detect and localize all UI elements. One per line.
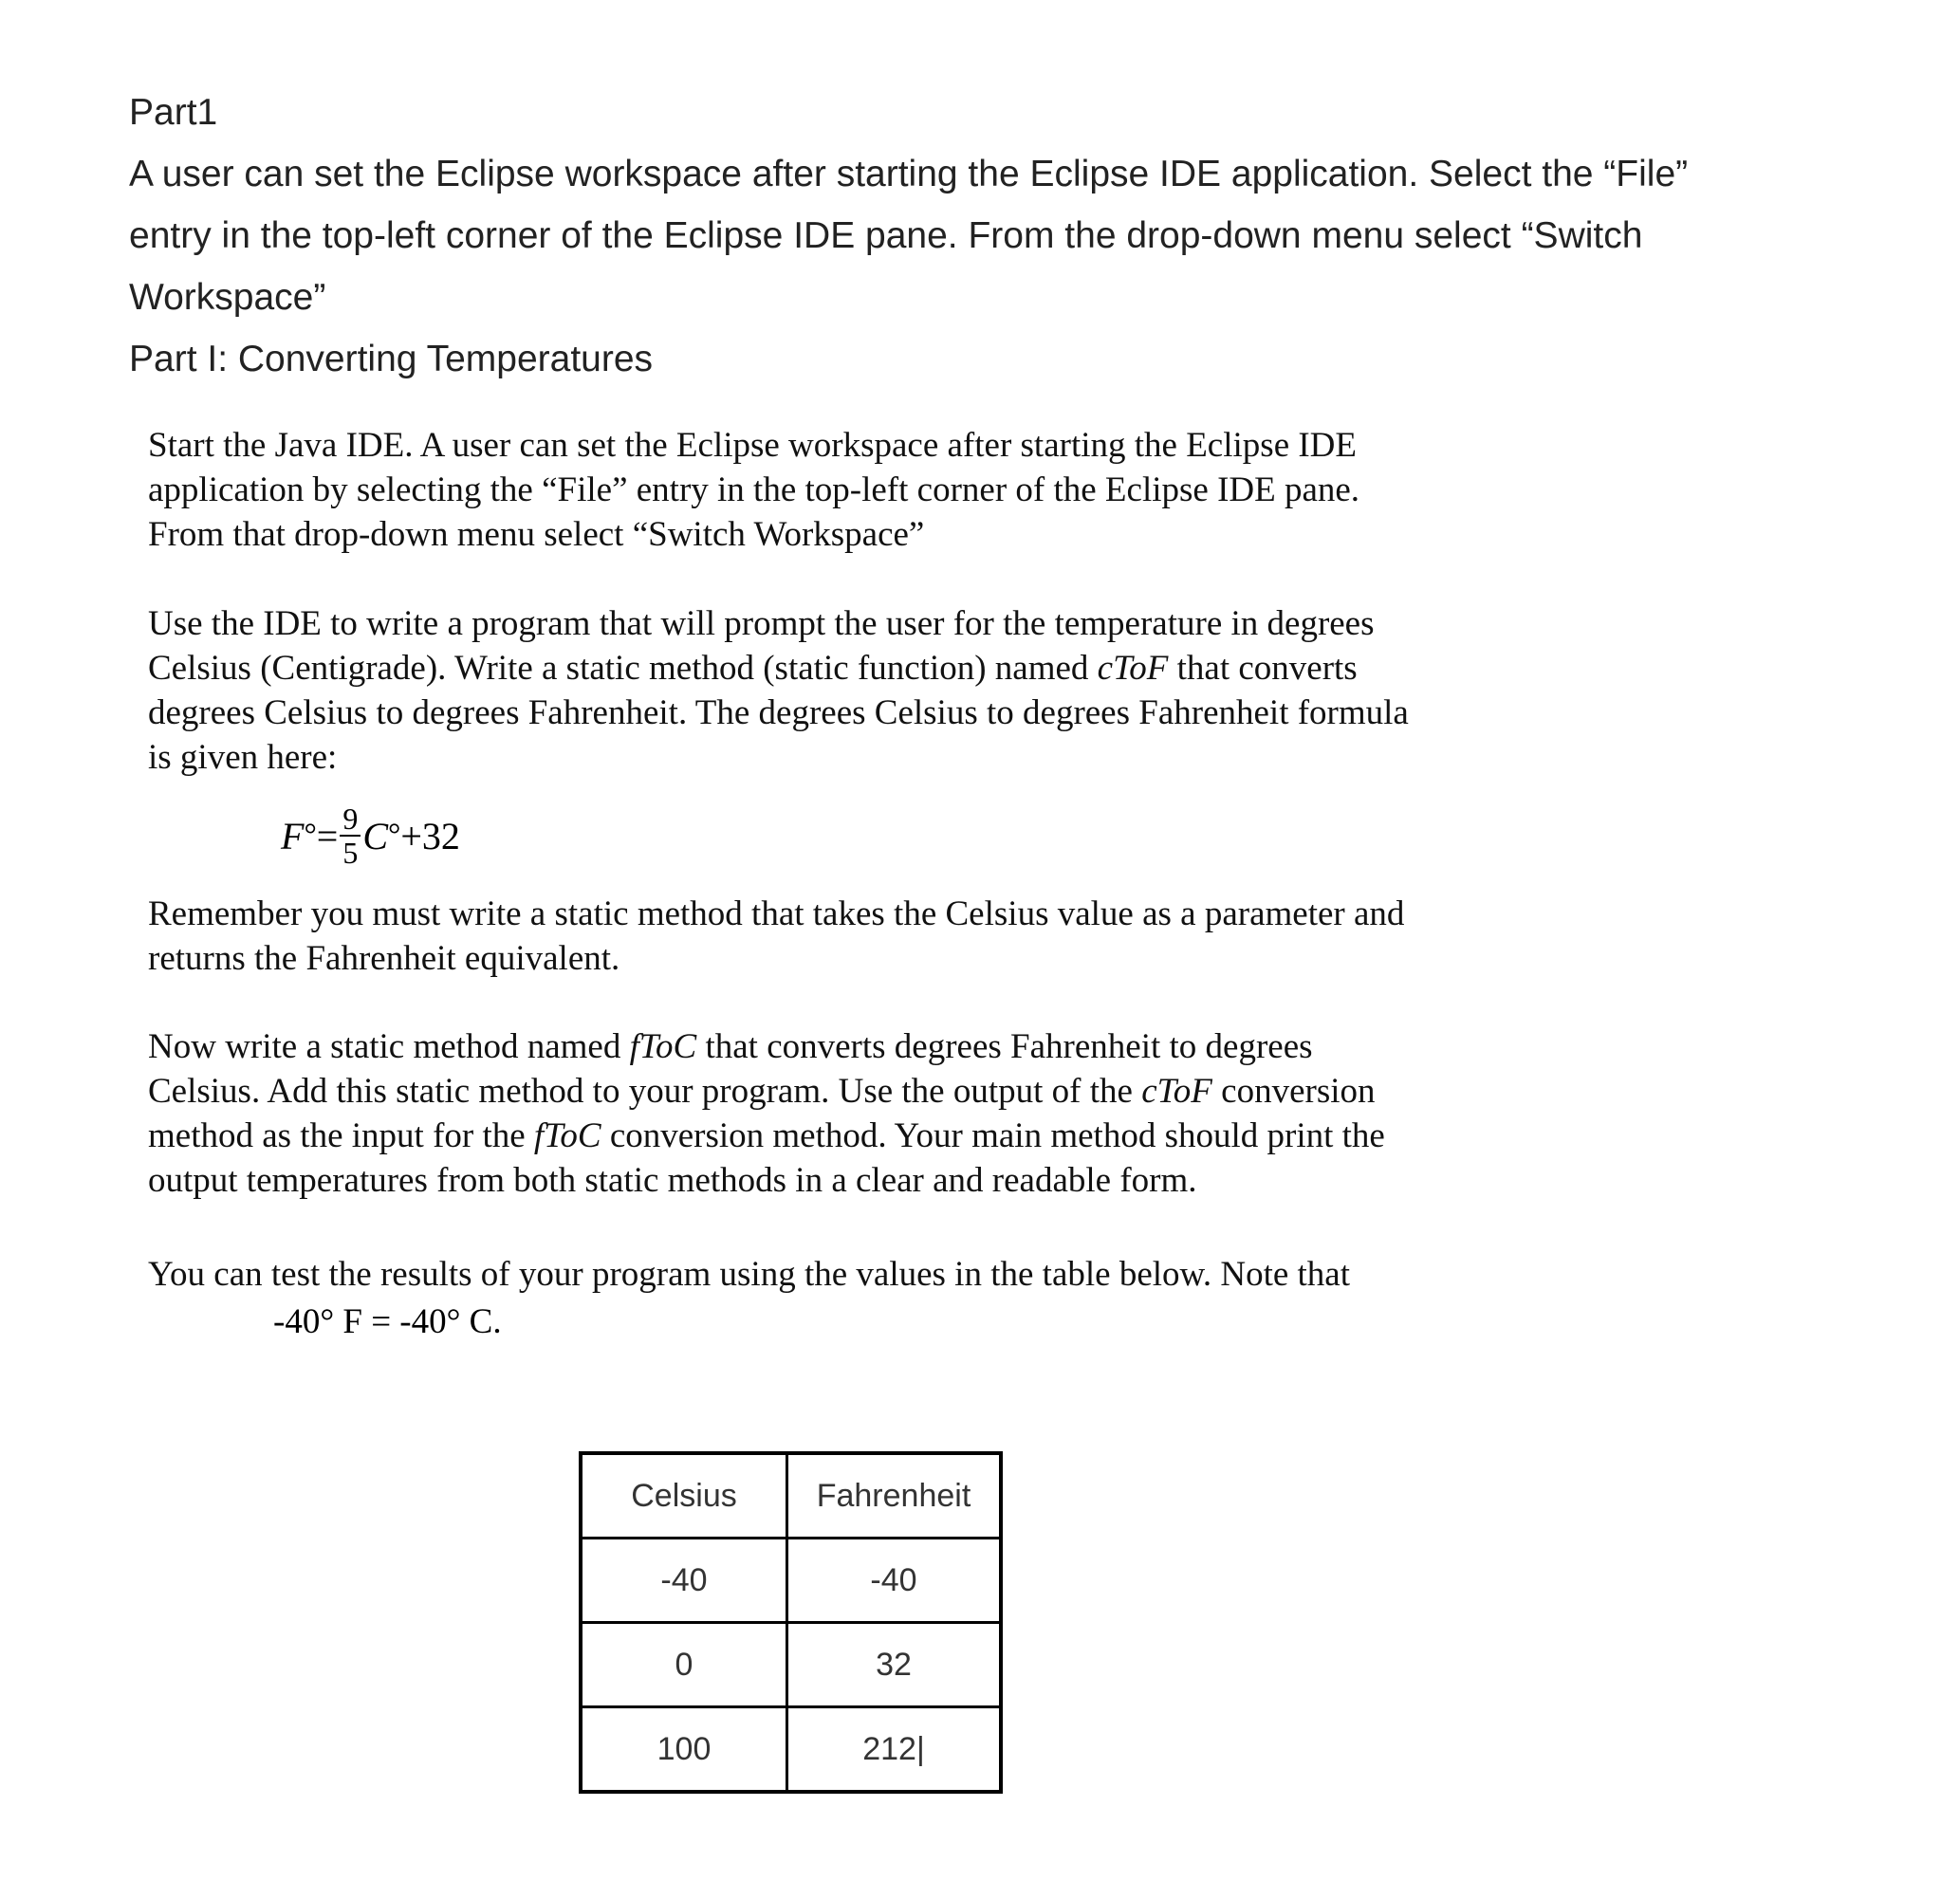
p4-line-2-a: Celsius. Add this static method to your program. Use the output of the xyxy=(148,1072,1142,1111)
fahrenheit-cell[interactable]: 212| xyxy=(787,1707,1002,1793)
ftoc-method-name: fToC xyxy=(533,1116,601,1155)
conversion-table xyxy=(579,1451,1003,1794)
p2-line-2-b: that converts xyxy=(1168,649,1358,688)
formula-c: C xyxy=(362,814,389,857)
paragraph-write-program xyxy=(148,601,1628,780)
celsius-cell: 100 xyxy=(581,1707,787,1793)
ftoc-method-name: fToC xyxy=(629,1027,697,1066)
p2-line-2-a: Celsius (Centigrade). Write a static method (static function) named xyxy=(148,649,1098,688)
p3-line-2: returns the Fahrenheit equivalent. xyxy=(148,939,620,978)
p5-line-1: You can test the results of your program using the values in the table below. Note that xyxy=(148,1255,1350,1294)
ctof-method-name: cToF xyxy=(1097,649,1169,688)
p4-line-2 xyxy=(148,1069,1628,1114)
fahrenheit-cell: 32 xyxy=(787,1623,1002,1707)
ctof-method-name: cToF xyxy=(1141,1072,1212,1111)
header-fahrenheit: Fahrenheit xyxy=(787,1453,1002,1539)
fahrenheit-cell: -40 xyxy=(787,1539,1002,1623)
p1-line-1: Start the Java IDE. A user can set the Eclipse workspace after starting the Eclipse IDE xyxy=(148,426,1358,465)
formula-degree-c: ° xyxy=(388,818,401,853)
formula-denominator: 5 xyxy=(342,836,359,870)
header-celsius: Celsius xyxy=(581,1453,787,1539)
formula-f: F xyxy=(281,814,305,857)
p1-line-3: From that drop-down menu select “Switch Workspace” xyxy=(148,515,925,554)
p2-line-3: degrees Celsius to degrees Fahrenheit. The degrees Celsius to degrees Fahrenheit formula xyxy=(148,693,1409,732)
p4-line-1-a: Now write a static method named xyxy=(148,1027,630,1066)
intro-line-1: A user can set the Eclipse workspace after starting the Eclipse IDE application. Select the “File” xyxy=(129,154,1689,194)
table-header-row xyxy=(581,1453,1001,1539)
formula-numerator: 9 xyxy=(340,802,361,837)
intro-section xyxy=(129,82,1856,390)
celsius-cell: -40 xyxy=(581,1539,787,1623)
p4-line-1 xyxy=(148,1024,1628,1069)
paragraph-remember xyxy=(148,892,1628,981)
p2-line-2 xyxy=(148,646,1628,691)
table-row xyxy=(581,1623,1001,1707)
p4-line-1-b: that converts degrees Fahrenheit to degrees xyxy=(696,1027,1313,1066)
intro-line-3: Workspace” xyxy=(129,277,326,318)
p1-line-2: application by selecting the “File” entry in the top-left corner of the Eclipse IDE pane. xyxy=(148,470,1360,509)
celsius-cell: 0 xyxy=(581,1623,787,1707)
p4-line-2-b: conversion xyxy=(1211,1072,1376,1111)
p4-line-3-b: conversion method. Your main method should print the xyxy=(601,1116,1385,1155)
formula-fraction xyxy=(340,802,361,869)
p2-line-1: Use the IDE to write a program that will prompt the user for the temperature in degrees xyxy=(148,604,1375,643)
paragraph-test xyxy=(148,1252,1628,1297)
formula-plus-32: +32 xyxy=(400,814,460,857)
paragraph-ftoc xyxy=(148,1024,1628,1203)
table-row xyxy=(581,1707,1001,1793)
part1-heading: Part1 xyxy=(129,92,218,133)
p3-line-1: Remember you must write a static method that takes the Celsius value as a parameter and xyxy=(148,894,1405,933)
formula-equals: = xyxy=(316,814,339,857)
formula-degree-f: ° xyxy=(304,818,317,853)
p4-line-4: output temperatures from both static methods in a clear and readable form. xyxy=(148,1161,1197,1200)
p4-line-3-a: method as the input for the xyxy=(148,1116,534,1155)
p4-line-3 xyxy=(148,1114,1628,1158)
intro-line-2: entry in the top-left corner of the Eclipse IDE pane. From the drop-down menu select “Switch xyxy=(129,215,1643,256)
conversion-formula xyxy=(281,783,460,888)
paragraph-start-ide xyxy=(148,423,1628,557)
part-i-heading: Part I: Converting Temperatures xyxy=(129,339,654,379)
table-row xyxy=(581,1539,1001,1623)
equivalence-note: -40° F = -40° C. xyxy=(273,1302,502,1341)
p2-line-4: is given here: xyxy=(148,738,338,777)
